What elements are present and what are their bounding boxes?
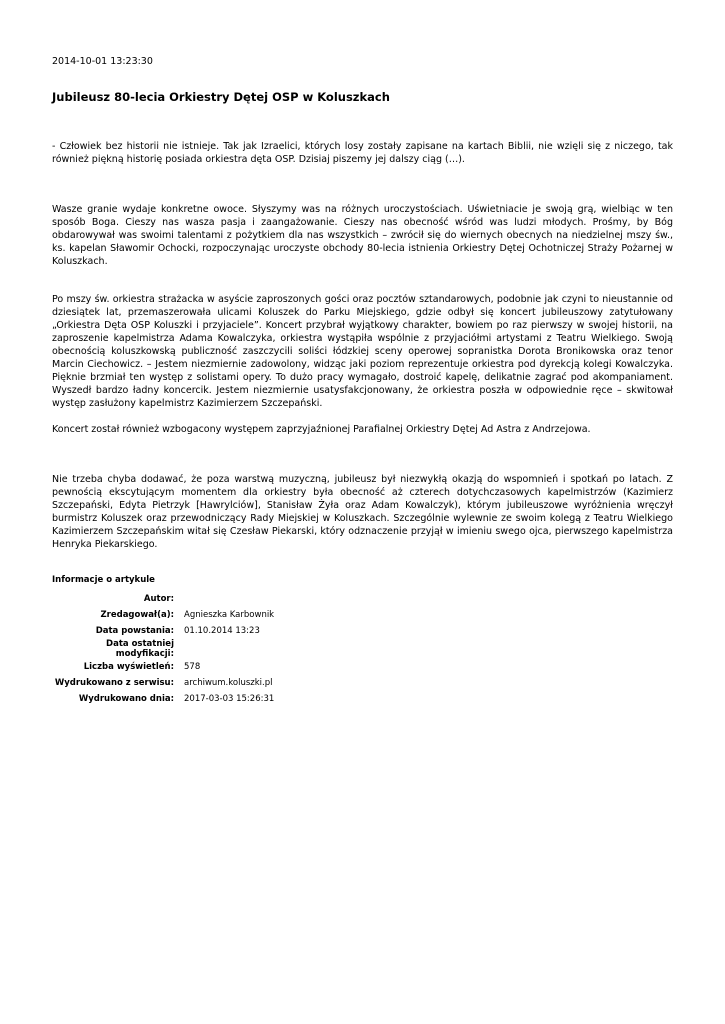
article-paragraph: Po mszy św. orkiestra strażacka w asyście zaproszonych gości oraz pocztów sztandarowych, podobnie jak czyni to nieustannie od dziesiątek lat, przemaszerowała ulicami Koluszek do Parku Miejskiego, gdzie odbył się koncert jubileuszowy zatytułowany „Orkiestra Dęta OSP Koluszki i przyjaciele”. Koncert przybrał wyjątkowy charakter, bowiem po raz pierwszy w swojej historii, na zaproszenie kapelmistrza Adama Kowalczyka, orkiestra wystąpiła wspólnie z przyjaciółmi artystami z Teatru Wielkiego. Swoją obecnością koluszkowską publiczność zaszczycili soliści łódzkiej sceny operowej sopranistka Dorota Bronikowska oraz tenor Marcin Ciechowicz. – Jestem niezmiernie zadowolony, widząc jaki poziom reprezentuje orkiestra pod dyrekcją kolegi Kowalczyka. Pięknie brzmiał ten występ z solistami opery. To dużo pracy wymagało, dostroić kapelę, delikatnie zagrać pod akompaniament. Wyszedł bardzo ładny koncercik. Jestem niezmiernie usatysfakcjonowany, że orkiestra poszła w odpowiednie ręce – skwitował występ zasłużony kapelmistrz Kazimierzem Szczepański. (52, 294, 673, 409)
info-value: 578 (184, 662, 201, 672)
article-info-heading: Informacje o artykule (52, 575, 155, 585)
info-value: Agnieszka Karbownik (184, 610, 275, 620)
info-label: Zredagował(a): (100, 610, 174, 620)
info-label: Wydrukowano dnia: (78, 694, 174, 704)
info-value: archiwum.koluszki.pl (184, 678, 273, 688)
info-row-printed-from (52, 675, 274, 691)
article-datetime: 2014-10-01 13:23:30 (52, 56, 153, 67)
info-value: 2017-03-03 15:26:31 (184, 694, 275, 704)
info-value: 01.10.2014 13:23 (184, 626, 260, 636)
article-paragraph: Koncert został również wzbogacony występem zaprzyjaźnionej Parafialnej Orkiestry Dętej Ad Astra z Andrzejowa. (52, 424, 591, 435)
info-value (184, 591, 274, 607)
info-row-views (52, 659, 274, 675)
info-label: Data ostatniej modyfikacji: (106, 639, 174, 659)
info-row-printed-on (52, 691, 274, 707)
article-title: Jubileusz 80-lecia Orkiestry Dętej OSP w Koluszkach (52, 90, 390, 104)
article-paragraph: Wasze granie wydaje konkretne owoce. Słyszymy was na różnych uroczystościach. Uświetniacie je swoją grą, wielbiąc w ten sposób Boga. Cieszy nas wasza pasja i zaangażowanie. Cieszy nas obecność wśród was ludzi młodych. Prośmy, by Bóg obdarowywał was swoimi talentami z pożytkiem dla nas wszystkich – zwrócił się do wiernych obecnych na niedzielnej mszy św., ks. kapelan Sławomir Ochocki, rozpoczynając uroczyste obchody 80-lecia istnienia Orkiestry Dętej Ochotniczej Straży Pożarnej w Koluszkach. (52, 204, 673, 267)
article-paragraph: Nie trzeba chyba dodawać, że poza warstwą muzyczną, jubileusz był niezwykłą okazją do wspomnień i spotkań po latach. Z pewnością ekscytującym momentem dla orkiestry była obecność aż czterech dotychczasowych kapelmistrzów (Kazimierz Szczepański, Edyta Pietrzyk [Hawrylciów], Stanisław Żyła oraz Adam Kowalczyk), którym jubileuszowe wyróżnienia wręczył burmistrz Koluszek oraz przewodniczący Rady Miejskiej w Koluszkach. Szczególnie wylewnie ze swoim kolegą z Teatru Wielkiego Kazimierzem Szczepańskim witał się Czesław Piekarski, który odznaczenie przyjął w imieniu swego ojca, pierwszego kapelmistrza Henryka Piekarskiego. (52, 474, 673, 550)
article-paragraph: - Człowiek bez historii nie istnieje. Tak jak Izraelici, których losy zostały zapisane na kartach Biblii, nie wzięli się z niczego, tak również piękną historię posiada orkiestra dęta OSP. Dzisiaj piszemy jej dalszy ciąg (…). (52, 141, 673, 165)
info-label: Data powstania: (95, 626, 174, 636)
info-value (184, 639, 274, 659)
article-info-table (52, 591, 274, 707)
info-row-created (52, 623, 274, 639)
info-label: Liczba wyświetleń: (83, 662, 174, 672)
info-row-editor (52, 607, 274, 623)
info-row-modified (52, 639, 274, 659)
info-label: Autor: (143, 594, 174, 604)
info-label: Wydrukowano z serwisu: (54, 678, 174, 688)
info-row-author (52, 591, 274, 607)
